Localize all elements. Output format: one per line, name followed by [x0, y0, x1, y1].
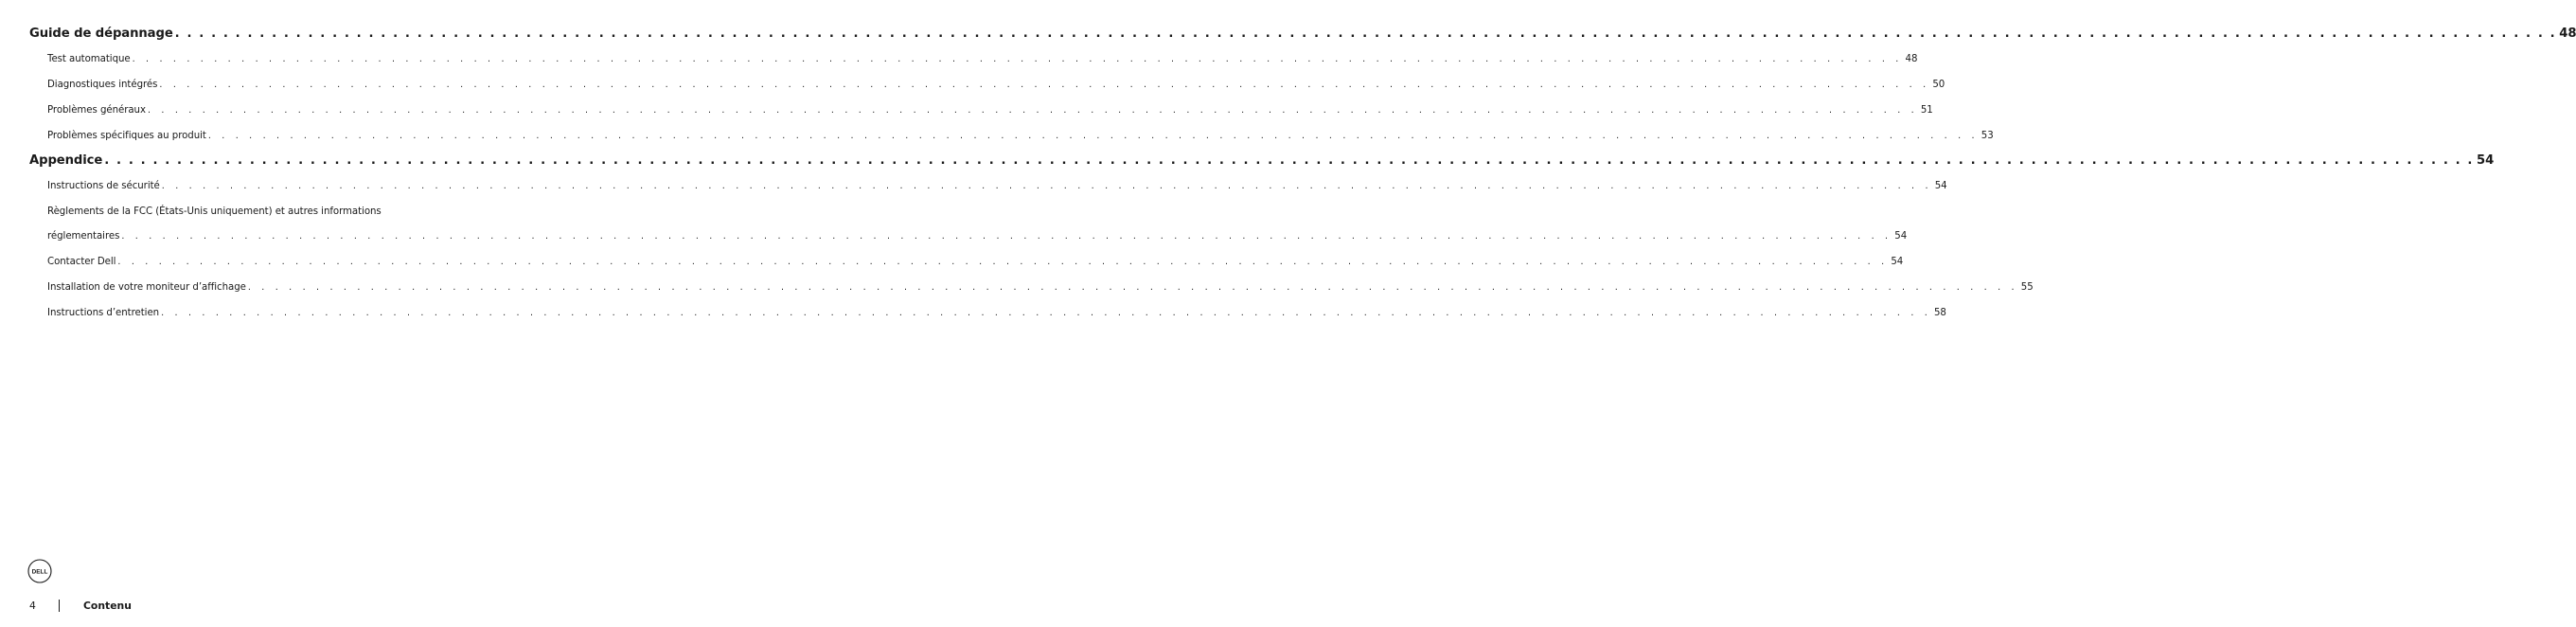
toc-entry[interactable] [47, 54, 1918, 64]
toc-entry[interactable] [47, 257, 1904, 267]
toc-entry-title: Instructions de sécurité [47, 181, 160, 191]
toc-dot-leader: . . . . . . . . . . . . . . . . . . . . . . . . . . . . . . . . . . . . . . . . . . . . . . . . . . . . . . . . . . . . . . . . . . . . . . . . . . . . . . . . . . . . . . . . . . . . . . . . . . . . . . . . . . . . . . . . . . . . . . . . . . . . . . . . . . . . . . . . . . . . . . . . . . . . . . . . . . . . . . . . . . . . . . . . . . . . . . . . . . . . . . . . . . . . . . . . . . . . . [174, 27, 2557, 41]
toc-entry[interactable] [29, 153, 2495, 168]
toc-entry-page: 51 [1920, 105, 1933, 116]
toc-dot-leader: . . . . . . . . . . . . . . . . . . . . . . . . . . . . . . . . . . . . . . . . . . . . . . . . . . . . . . . . . . . . . . . . . . . . . . . . . . . . . . . . . . . . . . . . . . . . . . . . . . . . . . . . . . . . . . . . . . . . . . . . . . . . . . . . . . [132, 54, 1903, 64]
toc-entry-title: Installation de votre moniteur d’affichage [47, 282, 246, 293]
toc-entry[interactable] [47, 282, 2034, 293]
toc-entry-page: 48 [1905, 54, 1918, 64]
toc-entry-title: Diagnostiques intégrés [47, 80, 158, 90]
toc-dot-leader: . . . . . . . . . . . . . . . . . . . . . . . . . . . . . . . . . . . . . . . . . . . . . . . . . . . . . . . . . . . . . . . . . . . . . . . . . . . . . . . . . . . . . . . . . . . . . . . . . . . . . . . . . . . . . . . . . . . . . . . . . . . . . . . . . . [161, 181, 1932, 191]
toc-entry-title: Problèmes spécifiques au produit [47, 131, 206, 141]
toc-dot-leader: . . . . . . . . . . . . . . . . . . . . . . . . . . . . . . . . . . . . . . . . . . . . . . . . . . . . . . . . . . . . . . . . . . . . . . . . . . . . . . . . . . . . . . . . . . . . . . . . . . . . . . . . . . . . . . . . . . . . . . . . . . . . . . . . . . [159, 80, 1930, 90]
dell-logo-icon [27, 559, 52, 583]
toc-entry-title: Appendice [29, 153, 103, 168]
toc-dot-leader: . . . . . . . . . . . . . . . . . . . . . . . . . . . . . . . . . . . . . . . . . . . . . . . . . . . . . . . . . . . . . . . . . . . . . . . . . . . . . . . . . . . . . . . . . . . . . . . . . . . . . . . . . . . . . . . . . . . . . . . . . . . . . . . . . . [147, 105, 1918, 116]
toc-dot-leader: . . . . . . . . . . . . . . . . . . . . . . . . . . . . . . . . . . . . . . . . . . . . . . . . . . . . . . . . . . . . . . . . . . . . . . . . . . . . . . . . . . . . . . . . . . . . . . . . . . . . . . . . . . . . . . . . . . . . . . . . . . . . . . . . . . . . . . . . . . . . . . . . . . . . . . . . . . . . . . . . . . . . . . . . . . . . . . . . . . . . . . . . . . . . . . . . . . . . [104, 153, 2475, 168]
footer-divider [59, 600, 60, 612]
toc-entry[interactable] [47, 308, 1946, 318]
toc-entry-title: Test automatique [47, 54, 131, 64]
page-footer [0, 600, 442, 615]
toc-entry-page: 54 [1894, 231, 1908, 242]
toc-entry-page: 48 [2559, 27, 2576, 41]
footer-page-number: 4 [29, 600, 36, 612]
toc-entry[interactable] [47, 231, 1908, 242]
toc-entry[interactable] [29, 27, 2576, 41]
toc-dot-leader: . . . . . . . . . . . . . . . . . . . . . . . . . . . . . . . . . . . . . . . . . . . . . . . . . . . . . . . . . . . . . . . . . . . . . . . . . . . . . . . . . . . . . . . . . . . . . . . . . . . . . . . . . . . . . . . . . . . . . . . . . . . . . . . . . . [247, 282, 2018, 293]
toc-entry-title: Problèmes généraux [47, 105, 146, 116]
toc-entry[interactable] [47, 206, 398, 217]
toc-dot-leader: . . . . . . . . . . . . . . . . . . . . . . . . . . . . . . . . . . . . . . . . . . . . . . . . . . . . . . . . . . . . . . . . . . . . . . . . . . . . . . . . . . . . . . . . . . . . . . . . . . . . . . . . . . . . . . . . . . . . . . . . . . . . . . . . . . [121, 231, 1892, 242]
toc-entry-title: Instructions d’entretien [47, 308, 160, 318]
toc-entry-title: Règlements de la FCC (États-Unis uniquement) et autres informations [47, 206, 382, 217]
toc-entry-page: 54 [1891, 257, 1904, 267]
toc-entry-title: réglementaires [47, 231, 120, 242]
logo-text: DELL [31, 568, 48, 576]
toc-entry[interactable] [47, 181, 1947, 191]
toc-dot-leader: . . . . . . . . . . . . . . . . . . . . . . . . . . . . . . . . . . . . . . . . . . . . . . . . . . . . . . . . . . . . . . . . . . . . . . . . . . . . . . . . . . . . . . . . . . . . . . . . . . . . . . . . . . . . . . . . . . . . . . . . . . . . . . . . . . [207, 131, 1979, 141]
toc-entry[interactable] [47, 105, 1933, 116]
toc-entry-page: 54 [1934, 181, 1947, 191]
toc-entry-page: 55 [2020, 282, 2034, 293]
toc-entry-page: 54 [2477, 153, 2495, 168]
toc-dot-leader: . . . . . . . . . . . . . . . . . . . . . . . . . . . . . . . . . . . . . . . . . . . . . . . . . . . . . . . . . . . . . . . . . . . . . . . . . . . . . . . . . . . . . . . . . . . . . . . . . . . . . . . . . . . . . . . . . . . . . . . . . . . . . . . . . . [117, 257, 1889, 267]
toc-entry-page: 50 [1932, 80, 1945, 90]
toc-entry-title: Contacter Dell [47, 257, 116, 267]
toc-dot-leader: . . . . . . . . . . . . . . . . . . . . . . . . . . . . . . . . . . . . . . . . . . . . . . . . . . . . . . . . . . . . . . . . . . . . . . . . . . . . . . . . . . . . . . . . . . . . . . . . . . . . . . . . . . . . . . . . . . . . . . . . . . . . . . . . . . [161, 308, 1931, 318]
toc-entry-title: Guide de dépannage [29, 27, 173, 41]
toc-entry[interactable] [47, 80, 1945, 90]
toc-entry-page: 53 [1981, 131, 1994, 141]
footer-section-title: Contenu [83, 600, 132, 612]
toc-entry-page: 58 [1934, 308, 1946, 318]
toc-entry[interactable] [47, 131, 1994, 141]
